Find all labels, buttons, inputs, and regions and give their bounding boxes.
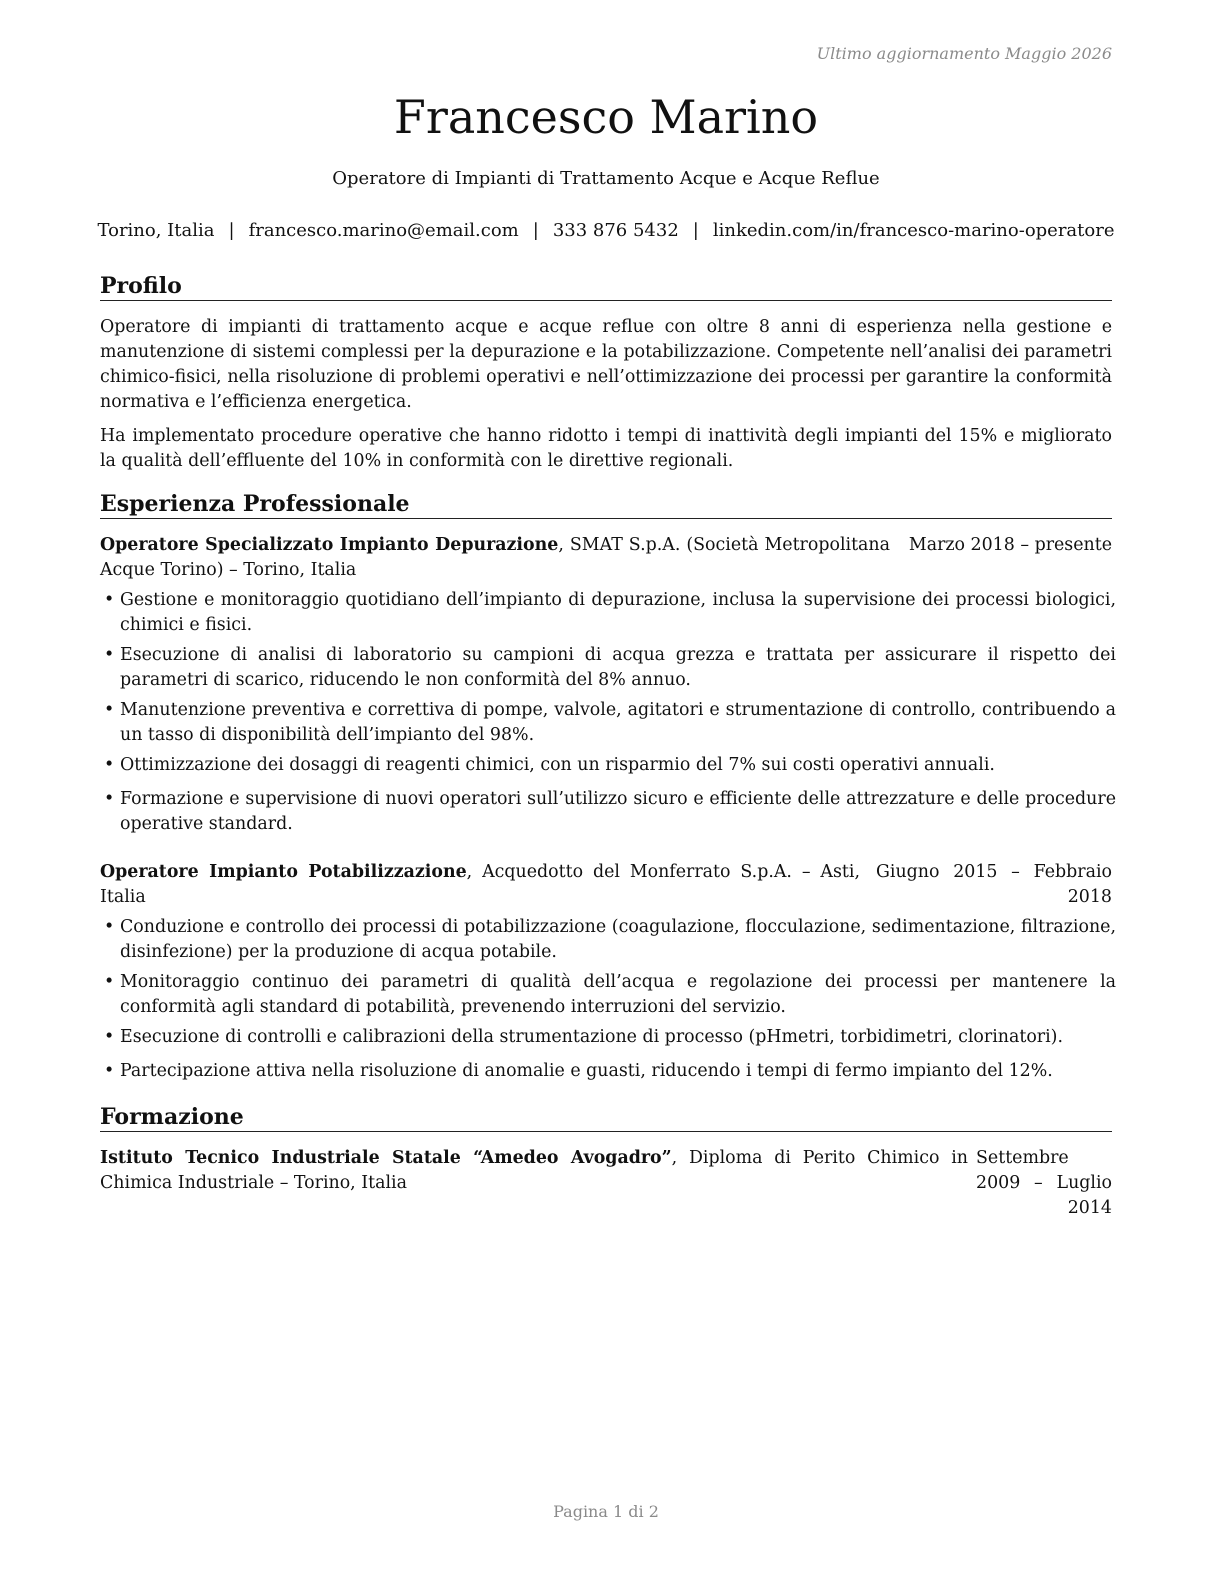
- job-bullet-list: [100, 915, 1116, 1084]
- job-title: Operatore Impianto Potabilizzazione: [100, 862, 467, 882]
- list-item: • Formazione e supervisione di nuovi operatori sull’utilizzo sicuro e efficiente delle attrezzature e delle procedure operative standard.: [104, 789, 1116, 834]
- list-item: • Ottimizzazione dei dosaggi di reagenti chimici, con un risparmio del 7% sui costi operativi annuali.: [104, 755, 995, 775]
- list-item: • Conduzione e controllo dei processi di potabilizzazione (coagulazione, flocculazione, sedimentazione, filtrazione, disinfezione) per la produzione di acqua potabile.: [104, 917, 1116, 962]
- list-item: • Esecuzione di analisi di laboratorio su campioni di acqua grezza e trattata per assicurare il rispetto dei parametri di scarico, riducendo le non conformità del 8% annuo.: [104, 645, 1116, 690]
- section-heading-profile: Profilo: [100, 272, 1112, 301]
- job-dates: Marzo 2018 – presente: [908, 535, 1112, 555]
- contact-separator: |: [532, 220, 539, 241]
- last-updated: Ultimo aggiornamento Maggio 2026: [816, 44, 1112, 63]
- list-item: • Monitoraggio continuo dei parametri di qualità dell’acqua e regolazione dei processi per mantenere la conformità agli standard di potabilità, prevenendo interruzioni del servizio.: [104, 972, 1116, 1017]
- section-heading-education: Formazione: [100, 1103, 1112, 1132]
- education-dates: Settembre 2009 – Luglio 2014: [976, 1148, 1112, 1218]
- page-number: Pagina 1 di 2: [553, 1502, 659, 1521]
- job-heading: [100, 860, 1112, 910]
- job-title: Operatore Specializzato Impianto Depurazione: [100, 535, 559, 555]
- education-line: [100, 1146, 968, 1196]
- contact-linkedin[interactable]: linkedin.com/in/francesco-marino-operatore: [712, 220, 1115, 241]
- job-employer: , SMAT S.p.A. (Società Metropolitana Acque Torino) – Torino, Italia: [100, 535, 890, 580]
- list-item: • Esecuzione di controlli e calibrazioni della strumentazione di processo (pHmetri, torbidimetri, clorinatori).: [104, 1027, 1063, 1047]
- degree-name: , Diploma di Perito Chimico in Chimica Industriale – Torino, Italia: [100, 1148, 968, 1193]
- contact-city: Torino, Italia: [97, 220, 215, 241]
- school-name: Istituto Tecnico Industriale Statale “Amedeo Avogadro”: [100, 1148, 672, 1168]
- job-dates: Giugno 2015 – Febbraio 2018: [876, 862, 1112, 907]
- list-item: • Partecipazione attiva nella risoluzione di anomalie e guasti, riducendo i tempi di fermo impianto del 12%.: [104, 1061, 1053, 1081]
- job-subtitle: Operatore di Impianti di Trattamento Acque e Acque Reflue: [332, 168, 880, 189]
- job-heading: [100, 533, 1112, 583]
- contact-separator: |: [228, 220, 235, 241]
- profile-paragraph: Ha implementato procedure operative che hanno ridotto i tempi di inattività degli impianti del 15% e migliorato la qualità dell’effluente del 10% in conformità con le direttive regionali.: [100, 426, 1112, 471]
- contact-phone: 333 876 5432: [552, 220, 679, 241]
- education-entry: [100, 1146, 1112, 1221]
- resume-page: [97, 0, 1116, 1584]
- contact-line: [88, 220, 1124, 241]
- section-heading-experience: Esperienza Professionale: [100, 490, 1112, 519]
- job-employer: , Acquedotto del Monferrato S.p.A. – Asti, Italia: [100, 862, 860, 907]
- job-title-line: [100, 533, 890, 583]
- contact-email[interactable]: francesco.marino@email.com: [248, 220, 519, 241]
- profile-paragraph: Operatore di impianti di trattamento acque e acque reflue con oltre 8 anni di esperienza nella gestione e manutenzione di sistemi complessi per la depurazione e la potabilizzazione. Competente nell’analisi dei parametri chimico-fisici, nella risoluzione di problemi operativi e nell’ottimizzazione dei processi per garantire la conformità normativa e l’efficienza energetica.: [100, 317, 1112, 412]
- candidate-name: Francesco Marino: [393, 90, 819, 144]
- list-item: • Manutenzione preventiva e correttiva di pompe, valvole, agitatori e strumentazione di controllo, contribuendo a un tasso di disponibilità dell’impianto del 98%.: [104, 700, 1116, 745]
- list-item: • Gestione e monitoraggio quotidiano dell’impianto di depurazione, inclusa la supervisione dei processi biologici, chimici e fisici.: [104, 590, 1116, 635]
- contact-separator: |: [692, 220, 699, 241]
- job-title-line: [100, 860, 860, 910]
- job-bullet-list: [100, 588, 1116, 837]
